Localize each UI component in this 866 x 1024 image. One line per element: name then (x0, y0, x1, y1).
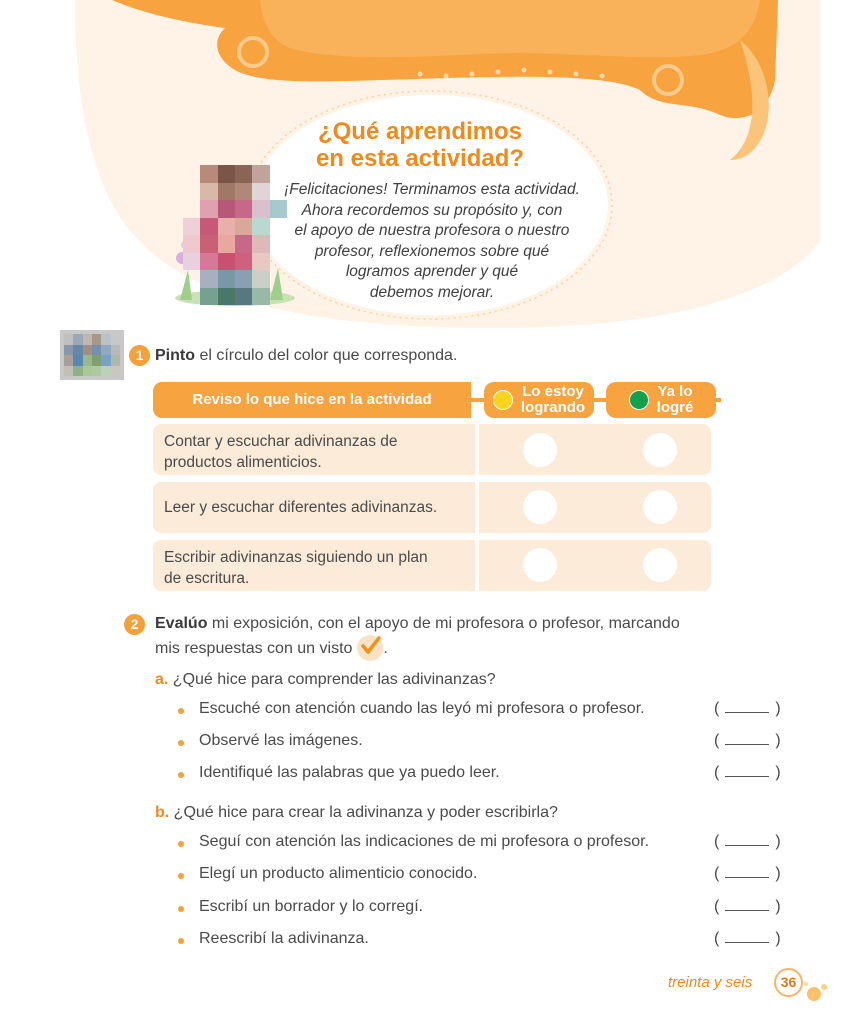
section-a-item-2: Observé las imágenes. (199, 732, 363, 749)
table-header-main: Reviso lo que hice en la actividad (153, 382, 471, 418)
section-b-item-2: Elegí un producto alimenticio conocido. (199, 865, 478, 882)
decorative-dots-icon (800, 978, 830, 1006)
row-2-in-progress-circle[interactable] (523, 490, 557, 524)
section-b-item-3: Escribí un borrador y lo corregí. (199, 898, 424, 915)
achieved-label: Ya lo logré (656, 383, 694, 416)
bullet-icon (178, 841, 184, 847)
row-3-achieved-circle[interactable] (643, 548, 677, 582)
table-header-achieved (606, 382, 716, 418)
activity-thumbnail (60, 330, 124, 380)
row-1-achieved-circle[interactable] (643, 433, 677, 467)
question-number-1: 1 (129, 345, 150, 366)
bullet-icon (178, 938, 184, 944)
intro-line: Ahora recordemos su propósito y, con (301, 201, 563, 219)
answer-blank[interactable]: ( ) (714, 865, 781, 882)
intro-line: profesor, reflexionemos sobre qué (314, 242, 550, 260)
title-line-2: en esta actividad? (315, 145, 525, 172)
yellow-dot-icon (493, 390, 513, 410)
intro-line: debemos mejorar. (369, 283, 495, 301)
intro-line: logramos aprender y qué (345, 263, 519, 280)
in-progress-label: Lo estoy logrando (520, 383, 586, 416)
green-dot-icon (629, 390, 649, 410)
question-1-rest: el círculo del color que corresponda. (195, 347, 458, 364)
intro-line: el apoyo de nuestra profesora o nuestro (294, 222, 570, 239)
answer-blank[interactable]: ( ) (714, 930, 781, 947)
intro-text (262, 180, 602, 303)
child-illustration (183, 165, 287, 305)
row-3-in-progress-circle[interactable] (523, 548, 557, 582)
question-1-text (155, 344, 457, 367)
row-2-achieved-circle[interactable] (643, 490, 677, 524)
table-row-1-label: Contar y escuchar adivinanzas de productos alimenticios. (153, 424, 475, 475)
page-number: 36 (774, 968, 803, 997)
bullet-icon (178, 772, 184, 778)
section-a-item-3: Identifiqué las palabras que ya puedo leer. (199, 764, 500, 781)
answer-blank[interactable]: ( ) (714, 898, 781, 915)
bullet-icon (178, 906, 184, 912)
question-2-text: Evalúo mi exposición, con el apoyo de mi profesora o profesor, marcando mis respuestas con un visto . (155, 612, 755, 661)
section-a-item-1: Escuché con atención cuando las leyó mi profesora o profesor. (199, 700, 645, 717)
bullet-icon (178, 708, 184, 714)
page-number-words: treinta y seis (668, 974, 753, 991)
page-title (240, 118, 600, 172)
title-line-1: ¿Qué aprendimos (317, 118, 523, 145)
section-a-heading: a. ¿Qué hice para comprender las adivinanzas? (155, 671, 496, 688)
answer-blank[interactable]: ( ) (714, 700, 781, 717)
row-1-in-progress-circle[interactable] (523, 433, 557, 467)
answer-blank[interactable]: ( ) (714, 764, 781, 781)
bullet-icon (178, 740, 184, 746)
table-header-in-progress (484, 382, 594, 418)
checkmark-icon (357, 635, 383, 661)
intro-line: ¡Felicitaciones! Terminamos esta actividad. (284, 181, 580, 198)
question-number-2: 2 (124, 614, 145, 635)
table-row-3-label: Escribir adivinanzas siguiendo un plan de escritura. (153, 540, 475, 591)
answer-blank[interactable]: ( ) (714, 833, 781, 850)
question-2-verb: Evalúo (155, 615, 208, 632)
answer-blank[interactable]: ( ) (714, 732, 781, 749)
section-b-heading: b. ¿Qué hice para crear la adivinanza y poder escribirla? (155, 804, 558, 821)
question-1-verb: Pinto (155, 347, 195, 364)
bullet-icon (178, 873, 184, 879)
table-row-2-label: Leer y escuchar diferentes adivinanzas. (153, 482, 475, 533)
section-b-item-4: Reescribí la adivinanza. (199, 930, 369, 947)
section-b-item-1: Seguí con atención las indicaciones de mi profesora o profesor. (199, 833, 650, 850)
